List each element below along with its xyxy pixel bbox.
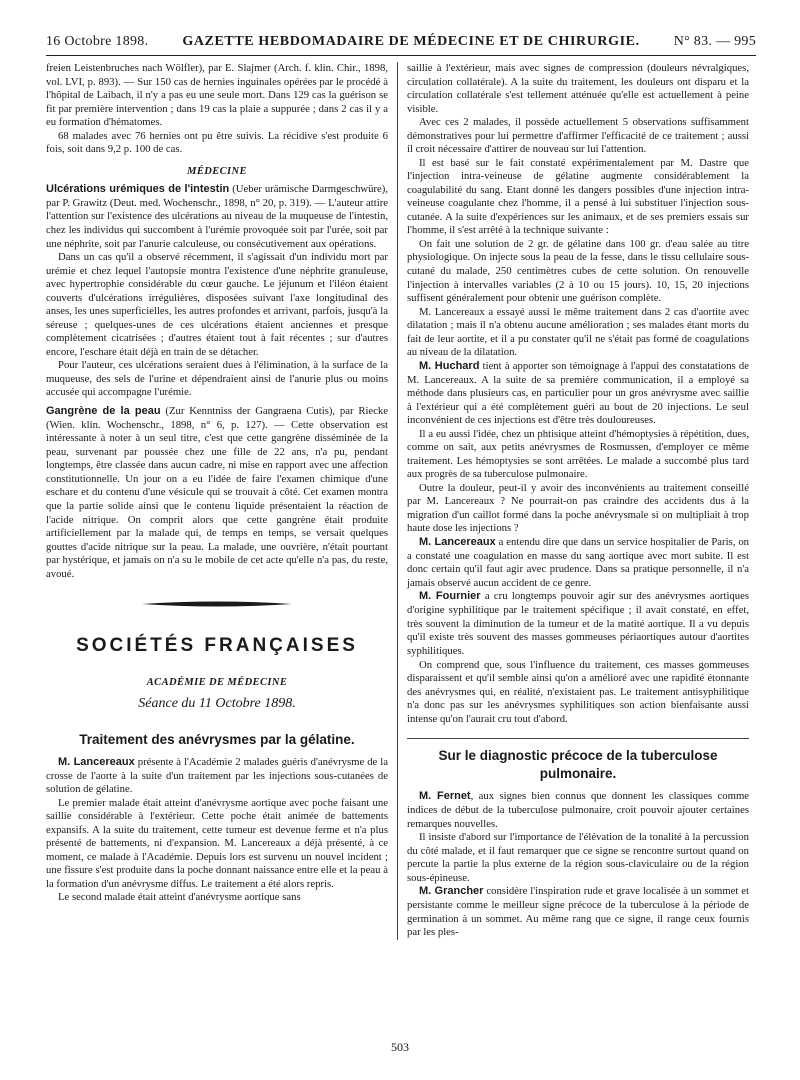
paragraph-text: , aux signes bien connus que donnent les classiques comme indices de début de la tuberculose pulmonaire, croit pouvoir ajouter certaines remarques nouvelles. — [407, 790, 749, 830]
paragraph: Il a eu aussi l'idée, chez un phtisique atteint d'hémoptysies à répétition, dues, comme on sait, aux petits anévrysmes de Rosmussen, d'employer ce même traitement. Les hémoptysies se sont arrêtées. Le malade a succombé plus tard aux progrès de sa tuberculose pulmonaire. — [407, 427, 749, 481]
paragraph: Il insiste d'abord sur l'importance de l'élévation de la tonalité à la percussion du côté malade, et il faut remarquer que ce signe se rencontre surtout quand on percute la partie la plus externe de la région sous-claviculaire ou de la région sous-épineuse. — [407, 831, 749, 884]
speaker-name: M. Fournier — [419, 590, 481, 603]
speaker-name: M. Lancereaux — [58, 755, 135, 768]
article-rule — [407, 738, 749, 739]
text-columns — [46, 62, 756, 940]
paragraph — [46, 756, 388, 797]
ornament-divider — [46, 599, 388, 614]
paragraph: On fait une solution de 2 gr. de gélatine dans 100 gr. d'eau salée au titre physiologique. On injecte sous la peau de la fesse, dans le tissu cellulaire sous-cutané du malade, 250 centimètres cubes de cette solution. On renouvelle l'injection à intervalles variables (2 à 10 ou 15 jours). 10, 15, 20 injections suffisent généralement pour obtenir une guérison complète. — [407, 237, 749, 305]
paragraph: Il est basé sur le fait constaté expérimentalement par M. Dastre que l'injection intra-veineuse de gélatine augmente considérablement la coagulabilité du sang. Etant donné les dangers possibles d'une injection intra-veineuse coagulante chez l'homme, il a pensé à lui substituer l'injection sous-cutanée. A la suite d'expériences sur les animaux, et de ses premiers essais sur l'homme, il s'est arrêté à la technique suivante : — [407, 156, 749, 237]
article-title: Ulcérations urémiques de l'intestin — [46, 183, 230, 195]
left-column — [46, 62, 397, 940]
academy-heading: ACADÉMIE DE MÉDECINE — [146, 676, 288, 688]
issue-date: 16 Octobre 1898. — [46, 34, 149, 49]
article-title-tuberculose: Sur le diagnostic précoce de la tuberculose pulmonaire. — [438, 748, 718, 781]
paragraph: freien Leistenbruches nach Wölfler), par E. Slajmer (Arch. f. klin. Chir., 1898, vol. LVI, p. 893). — Sur 150 cas de hernies inguinales opérées par le procédé à l'hôpital de Laibach, il n'y a pas eu une seule mort. Dans 129 cas la guérison se fit par première intervention ; dans 19 cas la plaie a suppurée ; dans 2 cas il y a eu formation d'hématomes. — [46, 62, 388, 129]
paragraph-text: a cru longtemps pouvoir agir sur des anévrysmes aortiques d'origine syphilitique par le traitement spécifique ; il avait constaté, en effet, très souvent la diminution de la tumeur et de la matité aortique. Il a vu depuis qu'il existe très souvent des masses gommeuses périaortiques autour d'aortites syphilitiques. — [407, 590, 750, 657]
paragraph: Pour l'auteur, ces ulcérations seraient dues à l'élimination, à la surface de la muqueuse, des sels de l'urine et dépendraient ainsi de l'anurie plus ou moins accusée qui accompagne l'urémie. — [46, 359, 388, 399]
speaker-name: M. Huchard — [419, 359, 480, 372]
section-heading-societes: SOCIÉTÉS FRANÇAISES — [76, 634, 358, 656]
issue-number: N° 83. — 995 — [673, 34, 756, 49]
paragraph: (Ueber urämische Darmgeschwüre), par P. Grawitz (Deut. med. Wochenschr., 1898, n° 20, p. 319). — L'auteur attire l'attention sur l'existence des ulcérations au niveau de la muqueuse de l'intestin, chez les individus qui succombent à l'urémie provoquée soit par l'urée, soit par une néphrite, soit par l'anurie calculeuse, ou consécutivement aux opérations. — [46, 183, 389, 250]
session-date: Séance du 11 Octobre 1898. — [138, 696, 296, 711]
article-ulcerations — [46, 183, 388, 251]
article-title: Gangrène de la peau — [46, 404, 161, 417]
header-rule — [46, 55, 756, 56]
paragraph: Outre la douleur, peut-il y avoir des inconvénients au traitement conseillé par M. Lancereaux ? Ne pourrait-on pas craindre des accidents dus à la migration d'un caillot formé dans la poche anévrysmale si on multipliait à trop haute dose les injections ? — [407, 481, 749, 535]
paragraph — [407, 590, 749, 658]
article-title-gelatine: Traitement des anévrysmes par la gélatine. — [79, 731, 355, 747]
paragraph: Le second malade était atteint d'anévrysme aortique sans — [58, 891, 301, 904]
paragraph-text: présente à l'Académie 2 malades guéris d'anévrysme de la crosse de l'aorte à la suite d'un traitement par les injections sous-cutanées de solution de gélatine. — [46, 755, 388, 796]
article-gangrene — [46, 405, 388, 581]
paragraph-text: tient à apporter son témoignage à l'appui des constatations de M. Lancereaux. A la suite de sa première communication, il a employé sa méthode dans plusieurs cas, en particulier pour un gros anévrysme avec saillie à l'extérieur qui a été complètement guéri au bout de 20 injections. Le seul inconvénient de ces injections est d'être très douloureuses. — [407, 359, 749, 427]
right-column — [397, 62, 749, 940]
speaker-name: M. Grancher — [419, 885, 484, 898]
paragraph-text: a entendu dire que dans un service hospitalier de Paris, on a constaté une coagulation en masse du sang aortique avec mort subite. Il est donc certain qu'il faut agir avec prudence. Dans sa pratique personnelle, il n'a jamais observé aucun accident de ce genre. — [407, 535, 750, 589]
journal-title: GAZETTE HEBDOMADAIRE DE MÉDECINE ET DE CHIRURGIE. — [182, 34, 640, 49]
paragraph: (Zur Kenntniss der Gangraena Cutis), par Riecke (Wien. klin. Wochenschr., 1898, n° 6, p. 127). — Cette observation est intéressante à noter à un seul titre, c'est que cette gangrène disséminée de la peau, survenant par poussée chez une fille de 22 ans, n'a pu, pendant longtemps, être classée dans aucun cadre, ni mise en rapport avec une affection constitutionnelle. Un jour on a eu l'idée de faire l'examen chimique d'une eschare et du contenu d'une vésicule qui se trouvait à côté. Cet examen montra que la partie solide ainsi que le contenu liquide présentaient la réaction de l'acide nitrique. On comprit alors que cette gangrène était produite artificiellement par la malade qui, de temps en temps, se versait quelques gouttes d'acide nitrique sur la peau. La malade, une ouvrière, n'était pourtant par hystérique, et jamais on n'a su le mobile de cet acte qu'elle n'a pas, du reste, avoué. — [46, 404, 389, 580]
paragraph — [407, 885, 749, 940]
paragraph — [407, 360, 749, 428]
paragraph — [407, 790, 749, 831]
paragraph: M. Lancereaux a essayé aussi le même traitement dans 2 cas d'aortite avec dilatation ; mais il n'a obtenu aucune amélioration ; ses malades étant morts du fait de leur aortite, et il a pu constater qu'il ne s'était pas formé de coagulations au niveau de la dilatation. — [407, 305, 749, 359]
paragraph: Le premier malade était atteint d'anévrysme aortique avec poche faisant une saillie considérable à l'extérieur. Cette poche était animée de battements expansifs. A la suite du traitement, cette tumeur est devenue ferme et n'a plus présenté de battements, ni d'expansion. M. Lancereaux a déjà présenté, à ce moment, ce malade à l'Académie. Depuis lors est survenu un nouvel incident ; une fissure s'est produite dans la poche donnant naissance entre elle et la peau à la formation d'un anévrysme diffus. Le traitement a été alors repris. — [46, 796, 388, 890]
paragraph-text: considère l'inspiration rude et grave localisée à un sommet et persistante comme le meilleur signe précoce de la tuberculose à la période de germination à un sommet. Au même rang que ce signe, il range ceux fournis par les ples- — [407, 885, 749, 939]
running-head — [46, 34, 756, 50]
paragraph — [407, 536, 749, 591]
paragraph: saillie à l'extérieur, mais avec signes de compression (douleurs névralgiques, circulation collatérale). A la suite du traitement, les douleurs ont disparu et la circulation collatérale s'est tellement atténuée qu'elle est actuellement à peine visible. — [407, 62, 749, 115]
paragraph: Dans un cas qu'il a observé récemment, il s'agissait d'un individu mort par urémie et chez lequel l'autopsie montra l'existence d'une néphrite granuleuse, avec hypertrophie considérable du cœur gauche. Le jéjunum et l'iléon étaient couverts d'ulcérations irrégulières, disposées suivant l'axe longitudinal des anses, les unes superficielles, les autres profondes et arrivant, parfois, jusqu'à la séreuse ; quelques-unes de ces ulcérations étaient anciennes et presque complètement cicatrisées ; d'autres étaient tout à fait récentes ; sur d'autres encore, l'eschare était déjà en train de se détacher. — [46, 251, 388, 358]
paragraph: On comprend que, sous l'influence du traitement, ces masses gommeuses disparaissent et qu'il semble ainsi qu'on a amélioré avec une rapidité étonnante des anévrysmes qui, en réalité, n'existaient pas. Le traitement antisyphilitique n'a donc pas sur les anévrysmes syphilitiques son action bienfaisante aussi intense qu'on l'aurait cru tout d'abord. — [407, 658, 749, 725]
speaker-name: M. Lancereaux — [419, 535, 496, 548]
paragraph: Avec ces 2 malades, il possède actuellement 5 observations suffisamment démonstratives pour lui permettre d'affirmer l'efficacité de ce traitement ; aussi il croit nécessaire d'attirer de nouveau sur lui l'attention. — [407, 116, 749, 156]
speaker-name: M. Fernet — [419, 790, 471, 803]
section-heading-medecine: MÉDECINE — [187, 165, 247, 177]
paragraph: 68 malades avec 76 hernies ont pu être suivis. La récidive s'est produite 6 fois, soit dans 9,2 p. 100 de cas. — [46, 129, 388, 156]
page-number: 503 — [391, 1040, 409, 1054]
ornament-rule-icon — [142, 599, 292, 609]
